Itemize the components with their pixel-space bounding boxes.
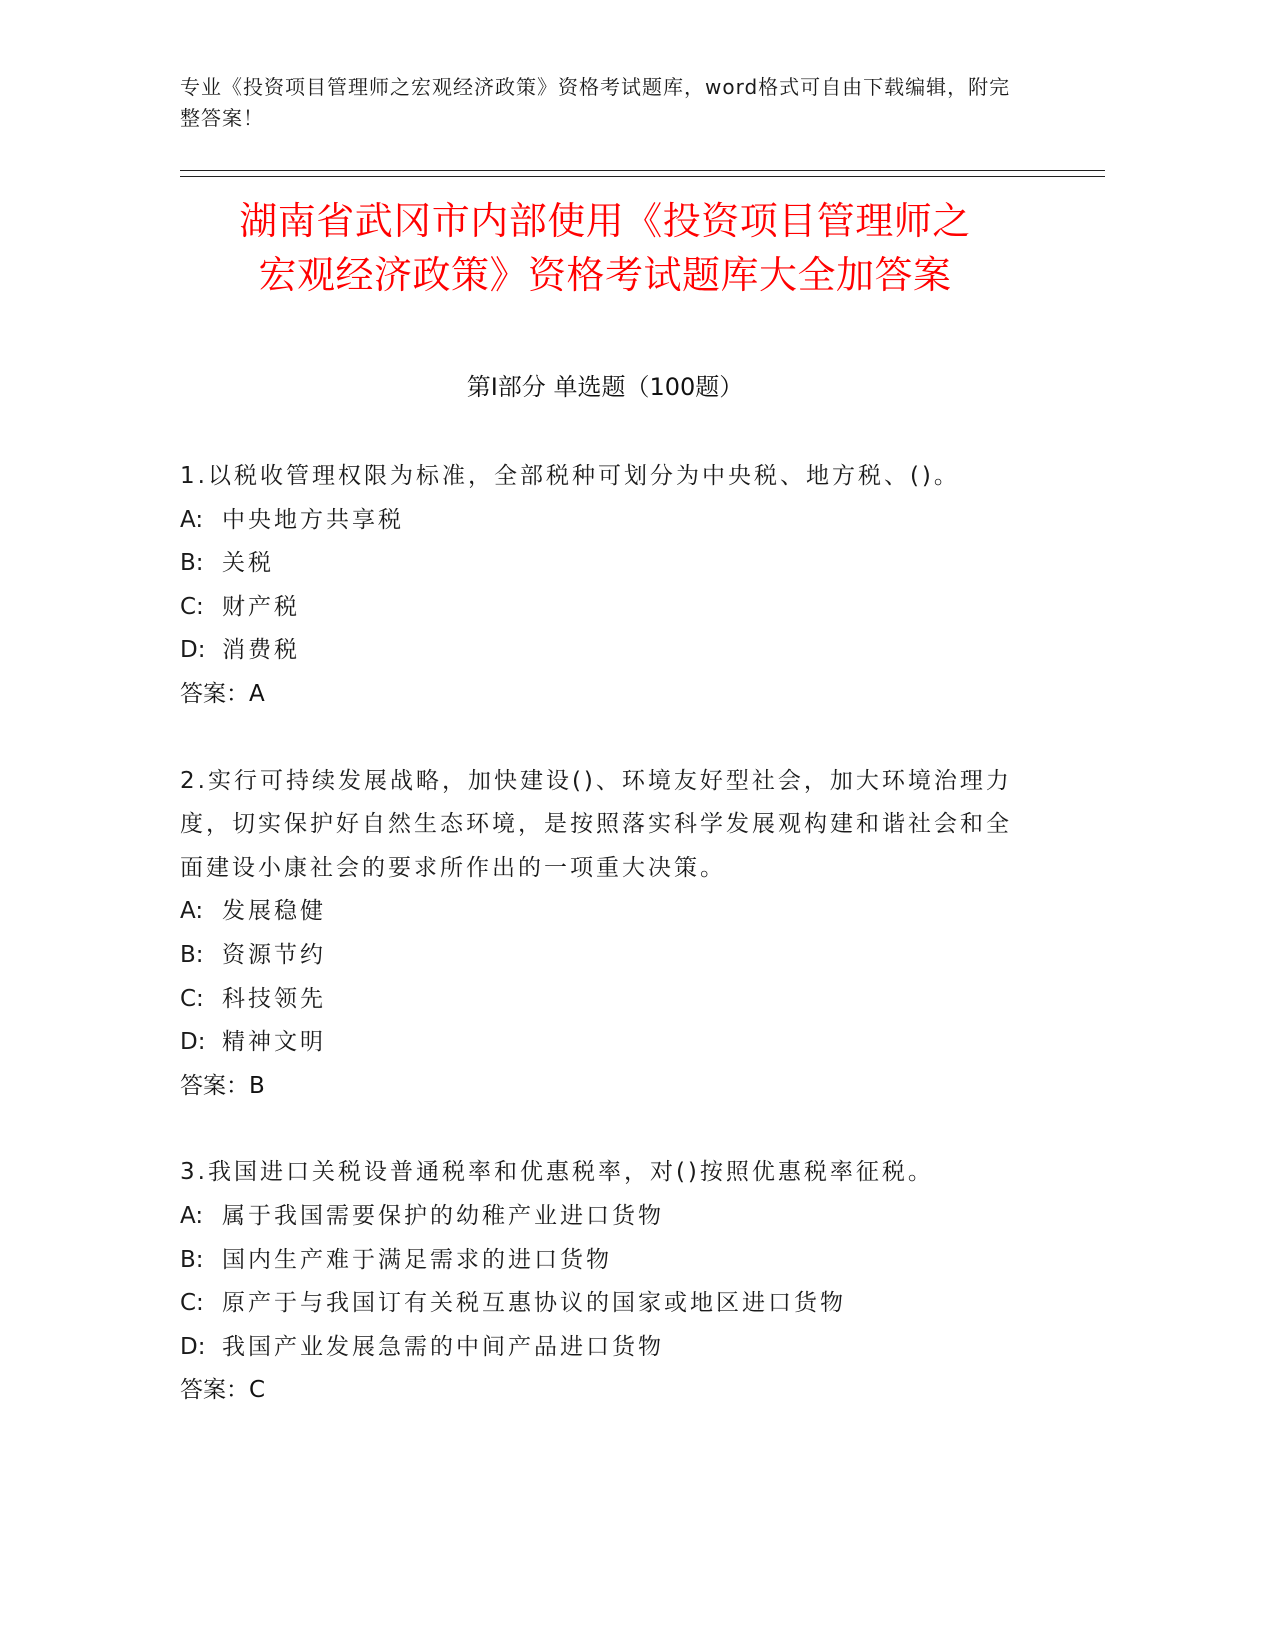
option-text: 属于我国需要保护的幼稚产业进口货物 bbox=[222, 1202, 664, 1229]
option-letter: C: bbox=[180, 985, 204, 1012]
option-text: 精神文明 bbox=[222, 1029, 326, 1056]
option-letter: C: bbox=[180, 593, 204, 620]
option-a bbox=[180, 890, 1030, 934]
option-letter: B: bbox=[180, 941, 204, 968]
option-letter: D: bbox=[180, 1333, 206, 1360]
question-stem: 2.实行可持续发展战略，加快建设()、环境友好型社会，加大环境治理力度，切实保护好自然生态环境，是按照落实科学发展观构建和谐社会和全面建设小康社会的要求所作出的一项重大决策。 bbox=[180, 767, 1012, 881]
question-1 bbox=[180, 455, 1030, 717]
option-b bbox=[180, 542, 1030, 586]
option-letter: C: bbox=[180, 1290, 204, 1317]
option-a bbox=[180, 499, 1030, 543]
answer-value: B bbox=[249, 1072, 265, 1099]
option-letter: A: bbox=[180, 1202, 204, 1229]
option-text: 国内生产难于满足需求的进口货物 bbox=[222, 1246, 612, 1273]
option-letter: D: bbox=[180, 1029, 206, 1056]
option-d bbox=[180, 1326, 1030, 1370]
option-text: 资源节约 bbox=[222, 941, 326, 968]
answer-value: A bbox=[249, 680, 265, 707]
answer-label: 答案： bbox=[180, 1072, 249, 1099]
title-line-1: 湖南省武冈市内部使用《投资项目管理师之 bbox=[239, 199, 971, 243]
question-stem: 3.我国进口关税设普通税率和优惠税率，对()按照优惠税率征税。 bbox=[180, 1159, 934, 1186]
header-rule-top bbox=[180, 170, 1105, 171]
option-a bbox=[180, 1195, 1030, 1239]
option-letter: A: bbox=[180, 506, 204, 533]
option-text: 发展稳健 bbox=[222, 898, 326, 925]
title-line-2: 宏观经济政策》资格考试题库大全加答案 bbox=[258, 253, 952, 297]
option-letter: B: bbox=[180, 1246, 204, 1273]
option-c bbox=[180, 1282, 1030, 1326]
question-3 bbox=[180, 1151, 1030, 1413]
option-letter: A: bbox=[180, 898, 204, 925]
option-text: 我国产业发展急需的中间产品进口货物 bbox=[222, 1333, 664, 1360]
section-title: 第Ⅰ部分 单选题（100题） bbox=[466, 373, 744, 401]
answer-label: 答案： bbox=[180, 680, 249, 707]
option-text: 关税 bbox=[222, 550, 274, 577]
question-2 bbox=[180, 760, 1030, 1109]
answer-line bbox=[180, 1369, 1030, 1413]
question-stem: 1.以税收管理权限为标准，全部税种可划分为中央税、地方税、()。 bbox=[180, 463, 960, 489]
option-text: 原产于与我国订有关税互惠协议的国家或地区进口货物 bbox=[222, 1290, 846, 1317]
option-b bbox=[180, 934, 1030, 978]
option-c bbox=[180, 586, 1030, 630]
option-text: 消费税 bbox=[222, 637, 300, 664]
option-d bbox=[180, 1021, 1030, 1065]
option-text: 中央地方共享税 bbox=[222, 506, 404, 533]
question-list bbox=[180, 455, 1030, 1456]
option-text: 科技领先 bbox=[222, 985, 326, 1012]
option-d bbox=[180, 629, 1030, 673]
option-text: 财产税 bbox=[222, 593, 300, 620]
option-letter: D: bbox=[180, 637, 206, 664]
option-b bbox=[180, 1239, 1030, 1283]
header-rule-bottom bbox=[180, 176, 1105, 177]
document-title bbox=[180, 194, 1030, 302]
answer-label: 答案： bbox=[180, 1377, 249, 1404]
answer-line bbox=[180, 1065, 1030, 1109]
answer-line bbox=[180, 673, 1030, 717]
option-c bbox=[180, 978, 1030, 1022]
option-letter: B: bbox=[180, 550, 204, 577]
header-note: 专业《投资项目管理师之宏观经济政策》资格考试题库，word格式可自由下载编辑，附完整答案！ bbox=[180, 75, 1011, 130]
answer-value: C bbox=[249, 1377, 266, 1404]
